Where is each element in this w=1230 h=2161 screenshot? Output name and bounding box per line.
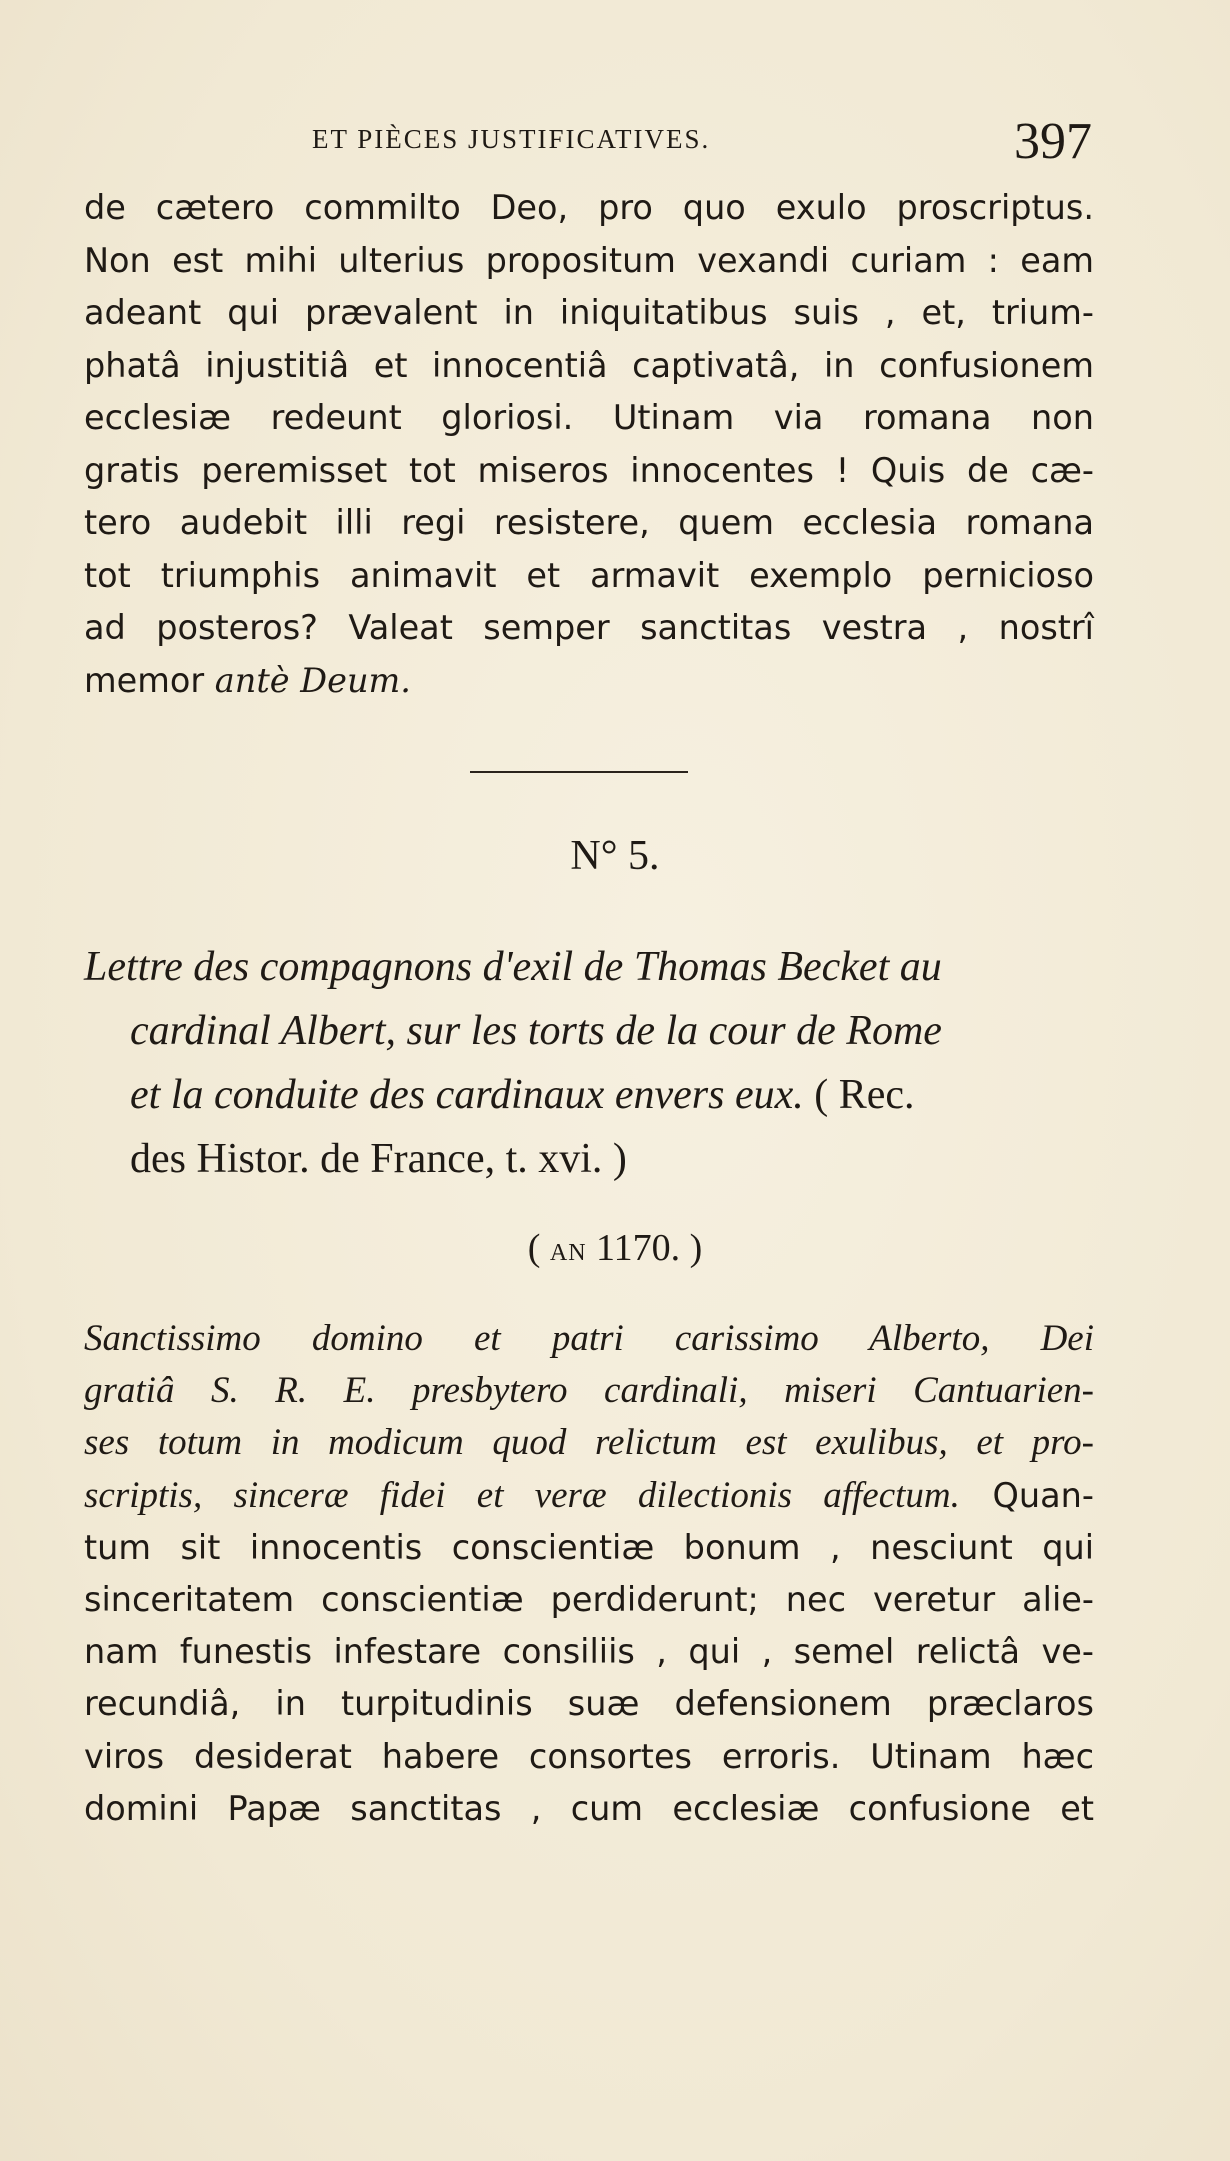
title-line: cardinal Albert, sur les torts de la cour de Rome — [130, 1008, 942, 1054]
running-title: ET PIÈCES JUSTIFICATIVES. — [312, 124, 711, 154]
year-value: 1170. ) — [586, 1227, 703, 1269]
text-line: tum sit innocentis conscientiæ bonum , nesciunt qui — [84, 1527, 1094, 1567]
letter-body — [84, 1313, 1094, 1835]
year-open: ( — [527, 1227, 550, 1269]
closing-italic: antè Deum. — [214, 660, 411, 700]
text-line: Non est mihi ulterius propositum vexandi curiam : eam — [84, 240, 1094, 280]
text-line-last — [84, 655, 1094, 708]
section-divider — [470, 771, 688, 773]
text-line: domini Papæ sanctitas , cum ecclesiæ confusione et — [84, 1788, 1094, 1828]
text-line: ad posteros? Valeat semper sanctitas vestra , nostrî — [84, 608, 1094, 647]
text-line: recundiâ, in turpitudinis suæ defensionem præclaros — [84, 1684, 1094, 1724]
document-number: N° 5. — [570, 833, 660, 879]
text-line: sinceritatem conscientiæ perdiderunt; nec veretur alie- — [84, 1580, 1094, 1620]
text-line: nam funestis infestare consiliis , qui , semel relictâ ve- — [84, 1632, 1094, 1672]
title-line: des Histor. de France, t. xvi. ) — [130, 1136, 627, 1182]
document-title — [84, 935, 1094, 1191]
text-line: phatâ injustitiâ et innocentiâ captivatâ, in confusionem — [84, 345, 1094, 385]
salutation-end-roman: Quan- — [959, 1475, 1094, 1515]
salutation-line: ses totum in modicum quod relictum est exulibus, et pro- — [84, 1422, 1094, 1464]
closing-text: memor — [84, 660, 215, 700]
text-line: viros desiderat habere consortes erroris. Utinam hæc — [84, 1736, 1094, 1776]
salutation-line: gratiâ S. R. E. presbytero cardinali, miseri Cantuarien- — [84, 1370, 1094, 1412]
text-line: adeant qui prævalent in iniquitatibus suis , et, trium- — [84, 293, 1094, 332]
title-line: Lettre des compagnons d'exil de Thomas Becket au — [84, 944, 942, 990]
title-line-roman: ( Rec. — [803, 1072, 915, 1118]
salutation-end-line — [84, 1470, 1094, 1522]
text-line: tero audebit illi regi resistere, quem ecclesia romana — [84, 503, 1094, 542]
title-line — [84, 1063, 1094, 1127]
year-line — [0, 1226, 1230, 1270]
page-number: 397 — [1014, 113, 1092, 170]
text-line: ecclesiæ redeunt gloriosi. Utinam via romana non — [84, 398, 1094, 437]
paragraph-continued — [84, 182, 1094, 707]
title-line-italic: et la conduite des cardinaux envers eux. — [130, 1072, 804, 1118]
text-line: tot triumphis animavit et armavit exemplo pernicioso — [84, 555, 1094, 595]
salutation-line: Sanctissimo domino et patri carissimo Alberto, Dei — [84, 1318, 1094, 1359]
year-label: AN — [549, 1240, 587, 1266]
salutation-end: scriptis, sinceræ fidei et veræ dilectionis affectum. — [84, 1474, 960, 1516]
text-line: de cætero commilto Deo, pro quo exulo proscriptus. — [84, 188, 1094, 227]
text-line: gratis peremisset tot miseros innocentes ! Quis de cæ- — [84, 450, 1094, 490]
running-header — [312, 113, 1092, 178]
